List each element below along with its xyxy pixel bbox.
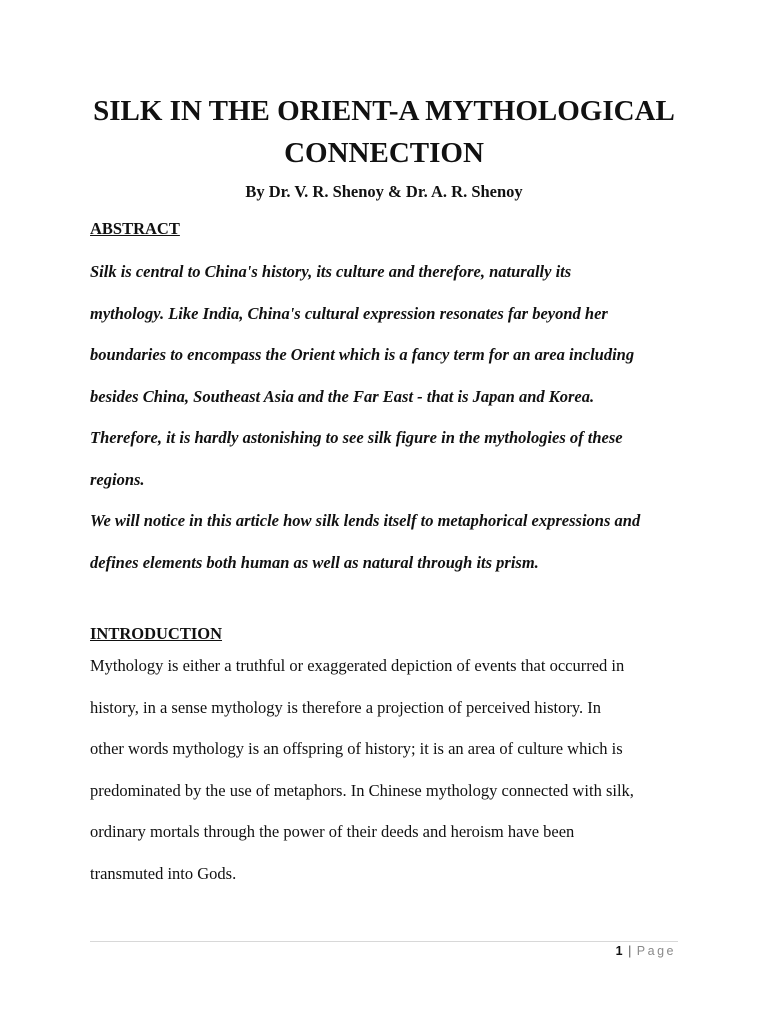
text-line: besides China, Southeast Asia and the Far East - that is Japan and Korea.: [90, 386, 595, 406]
text-line: history, in a sense mythology is therefore a projection of perceived history. In: [90, 697, 602, 717]
page-number: 1: [615, 944, 623, 958]
abstract-paragraph: [90, 261, 700, 510]
text-line: mythology. Like India, China's cultural expression resonates far beyond her: [90, 303, 608, 323]
footer-divider: [90, 941, 678, 942]
page-label: Page: [636, 944, 676, 958]
text-line: predominated by the use of metaphors. In Chinese mythology connected with silk,: [90, 780, 634, 800]
introduction-paragraph: [90, 655, 700, 904]
title-line: CONNECTION: [284, 137, 484, 169]
text-line: boundaries to encompass the Orient which is a fancy term for an area including: [90, 345, 635, 364]
footer-separator: |: [628, 944, 632, 958]
text-line: Therefore, it is hardly astonishing to see silk figure in the mythologies of these: [90, 428, 623, 447]
title-line: SILK IN THE ORIENT-A MYTHOLOGICAL: [93, 95, 675, 127]
text-line: regions.: [90, 469, 145, 489]
text-line: Silk is central to China's history, its culture and therefore, naturally its: [90, 262, 572, 281]
text-line: other words mythology is an offspring of history; it is an area of culture which is: [90, 739, 623, 758]
text-line: defines elements both human as well as natural through its prism.: [90, 552, 539, 572]
text-line: We will notice in this article how silk lends itself to metaphorical expressions and: [90, 511, 641, 530]
abstract-paragraph: [90, 510, 700, 593]
abstract-heading: ABSTRACT: [90, 219, 180, 238]
author-line: By Dr. V. R. Shenoy & Dr. A. R. Shenoy: [245, 182, 523, 201]
text-line: Mythology is either a truthful or exaggerated depiction of events that occurred in: [90, 656, 625, 675]
page-footer: [616, 943, 676, 959]
paper-title: [60, 90, 708, 174]
introduction-heading: INTRODUCTION: [90, 624, 223, 643]
text-line: ordinary mortals through the power of their deeds and heroism have been: [90, 822, 575, 841]
text-line: transmuted into Gods.: [90, 863, 237, 883]
